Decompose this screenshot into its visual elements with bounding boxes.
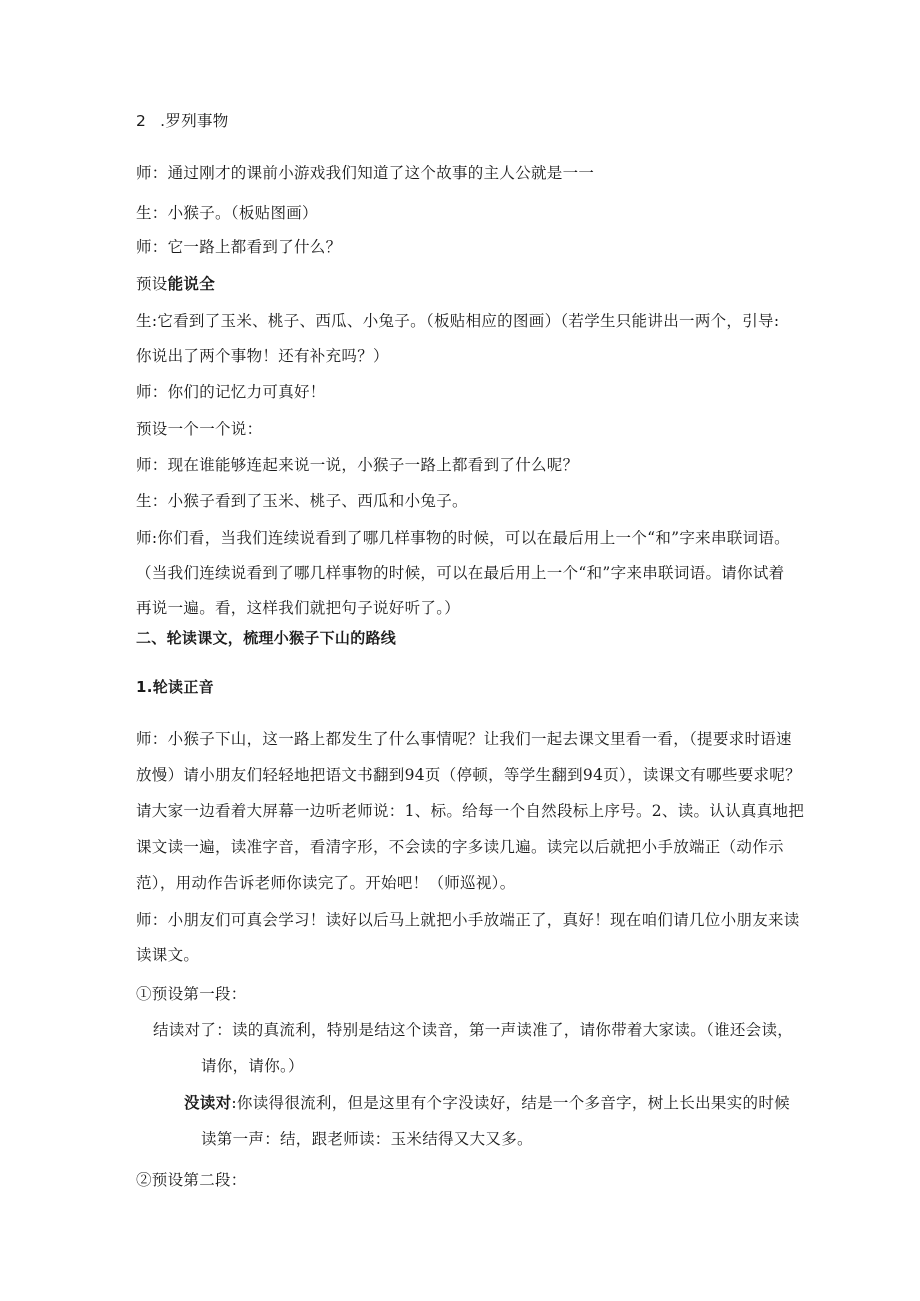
paragraph xyxy=(136,311,779,331)
paragraph-indented: 结读对了：读的真流利，特别是结这个读音，第一声读准了，请你带着大家读。（谁还会读， xyxy=(153,1021,794,1039)
paragraph-indented: 读第一声：结，跟老师读：玉米结得又大又多。 xyxy=(201,1130,533,1148)
paragraph: 再说一遍。看，这样我们就把句子说好听了。） xyxy=(136,599,461,617)
paragraph: 生：小猴子。（板贴图画） xyxy=(136,204,318,222)
paragraph-indented xyxy=(184,1093,790,1113)
paragraph-text: :你们看，当我们连续说看到了哪几样事物的时候，可以在最后用上一个“和”字来串联词语。 xyxy=(151,529,790,547)
paragraph: 读课文。 xyxy=(136,946,200,964)
preset-bold: 能说全 xyxy=(167,275,216,293)
speaker-label: 师 xyxy=(136,529,152,547)
paragraph: 范），用动作告诉老师你读完了。开始吧！（师巡视）。 xyxy=(136,874,516,892)
paragraph: 师：现在谁能够连起来说一说，小猴子一路上都看到了什么呢？ xyxy=(136,456,579,474)
paragraph: 你说出了两个事物！还有补充吗？） xyxy=(136,347,389,365)
paragraph: 师：你们的记忆力可真好！ xyxy=(136,383,326,401)
paragraph: ①预设第一段： xyxy=(136,985,247,1003)
paragraph: 师：小朋友们可真会学习！读好以后马上就把小手放端正了，真好！现在咱们请几位小朋友来读 xyxy=(136,911,800,929)
not-read-correctly-label: 没读对 xyxy=(184,1094,232,1112)
sub-heading: 1.轮读正音 xyxy=(136,678,214,696)
paragraph-text: :它看到了玉米、桃子、西瓜、小兔子。（板贴相应的图画）（若学生只能讲出一两个，引导: xyxy=(151,312,780,330)
preset-label: 预设 xyxy=(136,275,168,293)
heading-2 xyxy=(136,111,229,131)
preset-label-line xyxy=(136,274,215,294)
paragraph: 师：通过刚才的课前小游戏我们知道了这个故事的主人公就是一一 xyxy=(136,164,595,182)
paragraph: 请大家一边看着大屏幕一边听老师说：1、标。给每一个自然段标上序号。2、读。认认真真地把 xyxy=(136,802,805,820)
speaker-label: 生 xyxy=(136,312,152,330)
paragraph-text: :你读得很流利，但是这里有个字没读好，结是一个多音字，树上长出果实的时候 xyxy=(231,1094,790,1112)
paragraph: 师：小猴子下山，这一路上都发生了什么事情呢？让我们一起去课文里看一看，（提要求时语速 xyxy=(136,730,792,748)
paragraph: 师：它一路上都看到了什么？ xyxy=(136,238,342,256)
paragraph: 生：小猴子看到了玉米、桃子、西瓜和小兔子。 xyxy=(136,492,468,510)
paragraph xyxy=(136,528,790,548)
paragraph: ②预设第二段： xyxy=(136,1171,247,1189)
heading-2-number: 2 xyxy=(136,112,147,130)
section-heading: 二、轮读课文，梳理小猴子下山的路线 xyxy=(136,629,397,647)
paragraph: 预设一个一个说： xyxy=(136,420,263,438)
paragraph: （当我们连续说看到了哪几样事物的时候，可以在最后用上一个“和”字来串联词语。请你试着 xyxy=(136,564,785,582)
paragraph-indented: 请你，请你。） xyxy=(201,1057,304,1075)
paragraph: 放慢）请小朋友们轻轻地把语文书翻到94页（停顿，等学生翻到94页），读课文有哪些要求呢？ xyxy=(136,766,801,784)
paragraph: 课文读一遍，读准字音，看清字形，不会读的字多读几遍。读完以后就把小手放端正（动作示 xyxy=(136,838,784,856)
heading-2-text: .罗列事物 xyxy=(160,112,229,130)
